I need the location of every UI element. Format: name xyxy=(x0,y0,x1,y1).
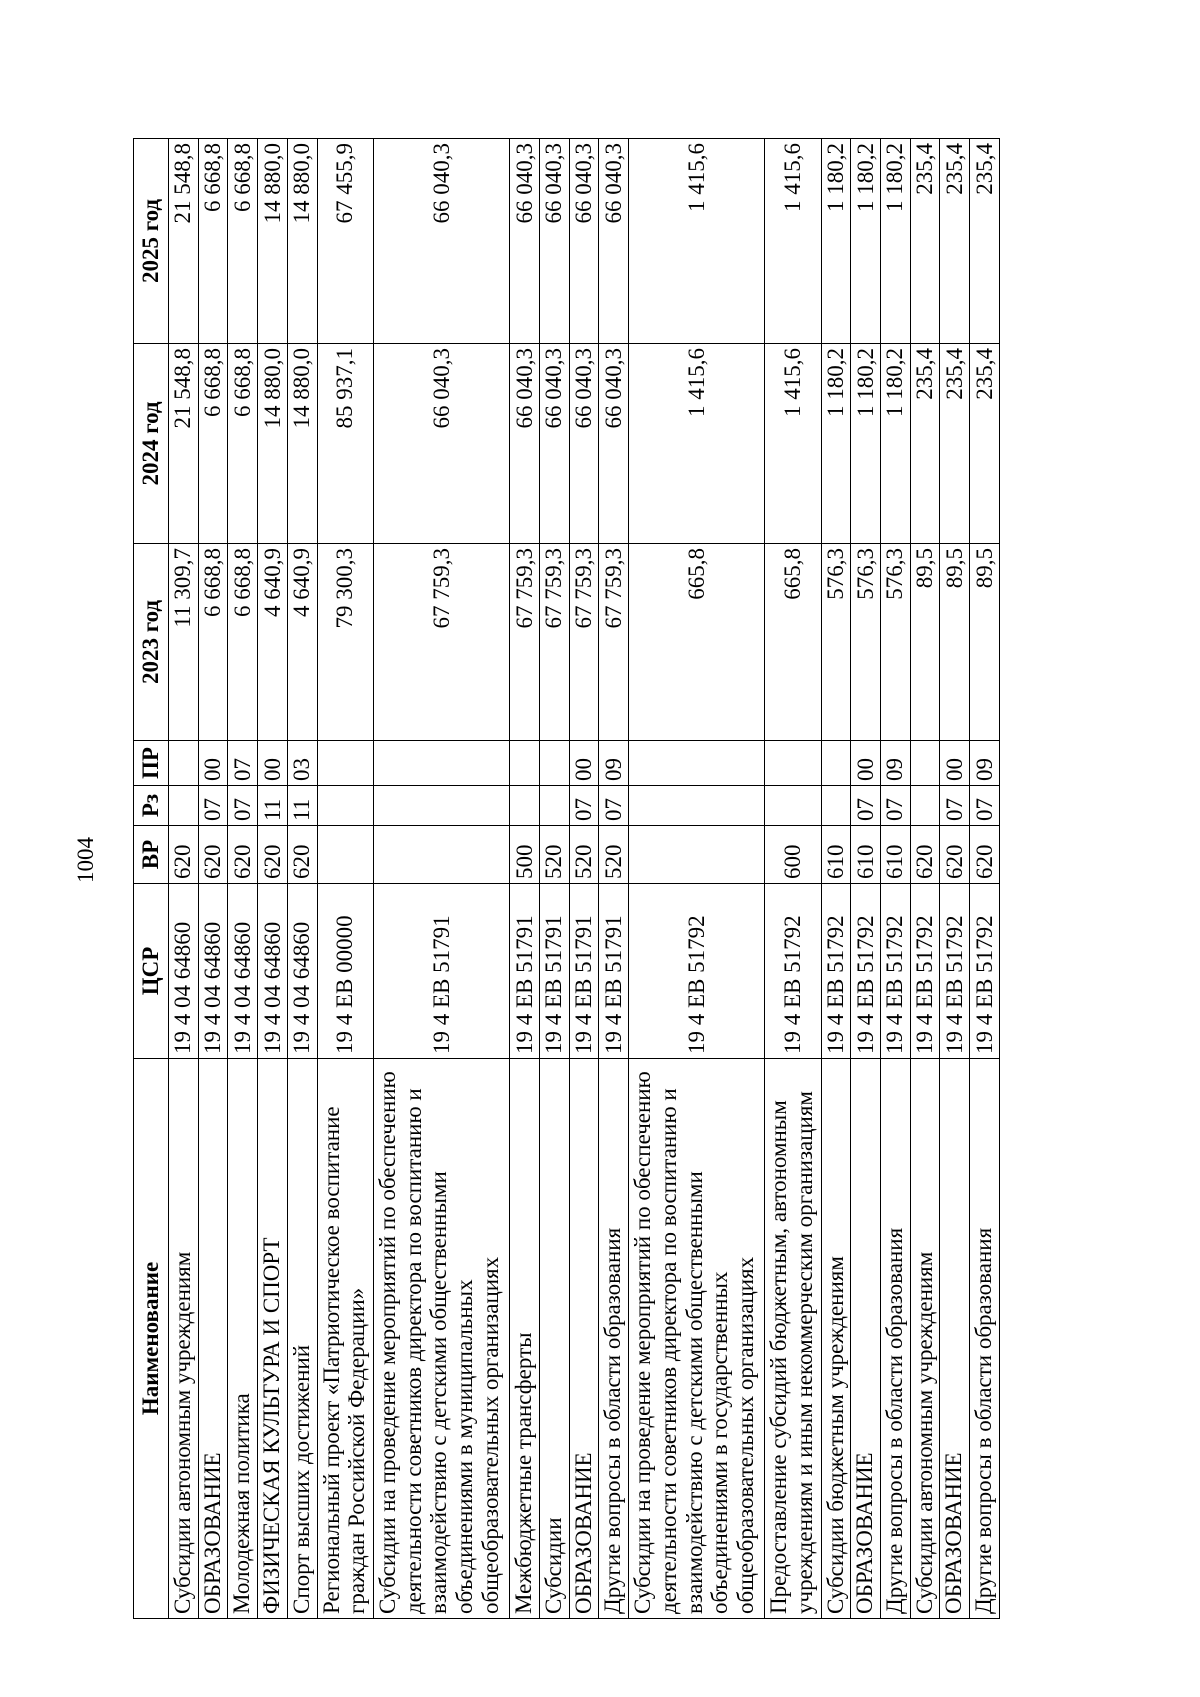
table-row xyxy=(910,139,940,1619)
cell-name: Межбюджетные трансферты xyxy=(510,1059,540,1619)
cell-csr: 19 4 ЕВ 51791 xyxy=(599,884,629,1059)
cell-2025: 21 548,8 xyxy=(169,139,199,344)
cell-2025: 6 668,8 xyxy=(228,139,258,344)
table-row xyxy=(629,139,765,1619)
table-row xyxy=(765,139,821,1619)
cell-2024: 21 548,8 xyxy=(169,344,199,544)
cell-csr: 19 4 04 64860 xyxy=(198,884,228,1059)
cell-vr: 620 xyxy=(169,826,199,884)
cell-name: ФИЗИЧЕСКАЯ КУЛЬТУРА И СПОРТ xyxy=(258,1059,288,1619)
table-row xyxy=(821,139,851,1619)
cell-csr: 19 4 04 64860 xyxy=(258,884,288,1059)
cell-2023: 67 759,3 xyxy=(539,544,569,741)
table-row xyxy=(970,139,1000,1619)
cell-pr xyxy=(317,741,373,786)
cell-rz: 11 xyxy=(258,786,288,826)
header-2024: 2024 год xyxy=(134,344,169,544)
cell-vr: 610 xyxy=(851,826,881,884)
cell-2024: 1 415,6 xyxy=(629,344,765,544)
cell-pr xyxy=(910,741,940,786)
cell-csr: 19 4 ЕВ 51792 xyxy=(629,884,765,1059)
cell-rz xyxy=(373,786,509,826)
cell-pr xyxy=(765,741,821,786)
cell-vr: 520 xyxy=(569,826,599,884)
cell-pr: 00 xyxy=(198,741,228,786)
cell-2024: 1 180,2 xyxy=(821,344,851,544)
cell-csr: 19 4 ЕВ 51792 xyxy=(970,884,1000,1059)
cell-2025: 1 180,2 xyxy=(881,139,911,344)
cell-rz xyxy=(821,786,851,826)
table-row xyxy=(881,139,911,1619)
cell-2024: 66 040,3 xyxy=(510,344,540,544)
cell-rz xyxy=(169,786,199,826)
budget-table xyxy=(133,138,1000,1619)
cell-rz xyxy=(510,786,540,826)
table-row xyxy=(228,139,258,1619)
cell-2025: 66 040,3 xyxy=(539,139,569,344)
table-body xyxy=(169,139,1000,1619)
cell-name: Субсидии автономным учреждениям xyxy=(910,1059,940,1619)
cell-name: ОБРАЗОВАНИЕ xyxy=(851,1059,881,1619)
table-header-row xyxy=(134,139,169,1619)
cell-pr xyxy=(510,741,540,786)
cell-2024: 14 880,0 xyxy=(258,344,288,544)
cell-pr xyxy=(821,741,851,786)
cell-2024: 14 880,0 xyxy=(287,344,317,544)
cell-csr: 19 4 ЕВ 51792 xyxy=(940,884,970,1059)
cell-rz: 07 xyxy=(599,786,629,826)
cell-2025: 14 880,0 xyxy=(287,139,317,344)
cell-2023: 67 759,3 xyxy=(510,544,540,741)
cell-2023: 6 668,8 xyxy=(228,544,258,741)
cell-vr: 520 xyxy=(539,826,569,884)
cell-2025: 1 415,6 xyxy=(629,139,765,344)
header-rz: Рз xyxy=(134,786,169,826)
cell-pr: 03 xyxy=(287,741,317,786)
cell-2024: 235,4 xyxy=(970,344,1000,544)
cell-2024: 6 668,8 xyxy=(228,344,258,544)
cell-2023: 665,8 xyxy=(765,544,821,741)
cell-vr xyxy=(317,826,373,884)
cell-2024: 1 415,6 xyxy=(765,344,821,544)
table-row xyxy=(940,139,970,1619)
cell-vr: 610 xyxy=(821,826,851,884)
header-csr: ЦСР xyxy=(134,884,169,1059)
cell-pr xyxy=(629,741,765,786)
cell-vr xyxy=(373,826,509,884)
cell-2023: 11 309,7 xyxy=(169,544,199,741)
cell-2023: 67 759,3 xyxy=(599,544,629,741)
cell-2025: 66 040,3 xyxy=(569,139,599,344)
cell-csr: 19 4 ЕВ 51791 xyxy=(539,884,569,1059)
cell-pr: 09 xyxy=(599,741,629,786)
cell-vr: 520 xyxy=(599,826,629,884)
cell-2023: 79 300,3 xyxy=(317,544,373,741)
cell-csr: 19 4 ЕВ 51791 xyxy=(569,884,599,1059)
cell-2023: 576,3 xyxy=(851,544,881,741)
table-row xyxy=(198,139,228,1619)
cell-pr: 00 xyxy=(940,741,970,786)
cell-vr: 600 xyxy=(765,826,821,884)
cell-name: Другие вопросы в области образования xyxy=(881,1059,911,1619)
cell-2023: 67 759,3 xyxy=(373,544,509,741)
cell-2023: 4 640,9 xyxy=(287,544,317,741)
cell-rz: 07 xyxy=(569,786,599,826)
cell-2023: 665,8 xyxy=(629,544,765,741)
cell-rz: 07 xyxy=(970,786,1000,826)
cell-rz xyxy=(765,786,821,826)
table-row xyxy=(373,139,509,1619)
cell-vr: 620 xyxy=(970,826,1000,884)
table-row xyxy=(569,139,599,1619)
header-2025: 2025 год xyxy=(134,139,169,344)
cell-name: Субсидии на проведение мероприятий по обеспечению деятельности советников директора по воспитанию и взаимодействию с детскими общественными объединениями в государственных общеобразовательных организациях xyxy=(629,1059,765,1619)
cell-rz xyxy=(629,786,765,826)
cell-2025: 66 040,3 xyxy=(373,139,509,344)
page-number: 1004 xyxy=(73,837,98,883)
cell-2025: 235,4 xyxy=(940,139,970,344)
cell-rz: 07 xyxy=(851,786,881,826)
cell-2025: 6 668,8 xyxy=(198,139,228,344)
cell-2025: 235,4 xyxy=(970,139,1000,344)
cell-name: ОБРАЗОВАНИЕ xyxy=(198,1059,228,1619)
cell-pr: 00 xyxy=(569,741,599,786)
cell-2024: 66 040,3 xyxy=(539,344,569,544)
cell-name: Молодежная политика xyxy=(228,1059,258,1619)
cell-csr: 19 4 04 64860 xyxy=(287,884,317,1059)
header-vr: ВР xyxy=(134,826,169,884)
cell-2023: 576,3 xyxy=(881,544,911,741)
cell-pr xyxy=(169,741,199,786)
cell-name: Другие вопросы в области образования xyxy=(599,1059,629,1619)
cell-vr: 610 xyxy=(881,826,911,884)
cell-2023: 4 640,9 xyxy=(258,544,288,741)
cell-2024: 1 180,2 xyxy=(881,344,911,544)
cell-2023: 67 759,3 xyxy=(569,544,599,741)
cell-name: Спорт высших достижений xyxy=(287,1059,317,1619)
cell-pr: 00 xyxy=(851,741,881,786)
table-row xyxy=(287,139,317,1619)
cell-vr: 620 xyxy=(198,826,228,884)
header-2023: 2023 год xyxy=(134,544,169,741)
cell-pr: 09 xyxy=(881,741,911,786)
cell-name: Субсидии автономным учреждениям xyxy=(169,1059,199,1619)
cell-rz: 07 xyxy=(881,786,911,826)
cell-name: Региональный проект «Патриотическое воспитание граждан Российской Федерации» xyxy=(317,1059,373,1619)
cell-csr: 19 4 ЕВ 51792 xyxy=(881,884,911,1059)
cell-2025: 67 455,9 xyxy=(317,139,373,344)
cell-vr: 620 xyxy=(940,826,970,884)
cell-2024: 85 937,1 xyxy=(317,344,373,544)
cell-2025: 66 040,3 xyxy=(599,139,629,344)
table-row xyxy=(510,139,540,1619)
cell-vr: 620 xyxy=(228,826,258,884)
table-row xyxy=(258,139,288,1619)
cell-csr: 19 4 ЕВ 51792 xyxy=(910,884,940,1059)
cell-vr: 500 xyxy=(510,826,540,884)
cell-pr: 09 xyxy=(970,741,1000,786)
cell-2024: 235,4 xyxy=(940,344,970,544)
cell-name: Другие вопросы в области образования xyxy=(970,1059,1000,1619)
cell-csr: 19 4 04 64860 xyxy=(228,884,258,1059)
table-row xyxy=(599,139,629,1619)
cell-2025: 14 880,0 xyxy=(258,139,288,344)
cell-pr xyxy=(373,741,509,786)
cell-csr: 19 4 ЕВ 51791 xyxy=(510,884,540,1059)
cell-rz: 07 xyxy=(228,786,258,826)
cell-name: Субсидии бюджетным учреждениям xyxy=(821,1059,851,1619)
cell-name: Предоставление субсидий бюджетным, автономным учреждениям и иным некоммерческим организациям xyxy=(765,1059,821,1619)
table-row xyxy=(317,139,373,1619)
cell-2025: 1 180,2 xyxy=(851,139,881,344)
cell-2023: 89,5 xyxy=(910,544,940,741)
rotated-table-wrapper xyxy=(133,139,1000,1619)
cell-2025: 1 415,6 xyxy=(765,139,821,344)
cell-2025: 66 040,3 xyxy=(510,139,540,344)
cell-name: Субсидии xyxy=(539,1059,569,1619)
cell-csr: 19 4 04 64860 xyxy=(169,884,199,1059)
cell-2023: 89,5 xyxy=(970,544,1000,741)
cell-2024: 66 040,3 xyxy=(569,344,599,544)
cell-rz: 07 xyxy=(940,786,970,826)
cell-rz: 11 xyxy=(287,786,317,826)
cell-2024: 1 180,2 xyxy=(851,344,881,544)
cell-vr: 620 xyxy=(910,826,940,884)
cell-2024: 235,4 xyxy=(910,344,940,544)
cell-rz xyxy=(539,786,569,826)
table-row xyxy=(169,139,199,1619)
cell-pr xyxy=(539,741,569,786)
cell-2024: 6 668,8 xyxy=(198,344,228,544)
table-row xyxy=(851,139,881,1619)
cell-vr: 620 xyxy=(258,826,288,884)
cell-2023: 6 668,8 xyxy=(198,544,228,741)
header-name: Наименование xyxy=(134,1059,169,1619)
cell-pr: 00 xyxy=(258,741,288,786)
cell-2025: 235,4 xyxy=(910,139,940,344)
cell-vr: 620 xyxy=(287,826,317,884)
cell-name: Субсидии на проведение мероприятий по обеспечению деятельности советников директора по воспитанию и взаимодействию с детскими общественными объединениями в муниципальных общеобразовательных организациях xyxy=(373,1059,509,1619)
cell-name: ОБРАЗОВАНИЕ xyxy=(940,1059,970,1619)
cell-2025: 1 180,2 xyxy=(821,139,851,344)
cell-2023: 89,5 xyxy=(940,544,970,741)
cell-csr: 19 4 ЕВ 51792 xyxy=(821,884,851,1059)
table-row xyxy=(539,139,569,1619)
cell-csr: 19 4 ЕВ 51791 xyxy=(373,884,509,1059)
cell-csr: 19 4 ЕВ 51792 xyxy=(851,884,881,1059)
cell-rz xyxy=(910,786,940,826)
cell-pr: 07 xyxy=(228,741,258,786)
cell-rz: 07 xyxy=(198,786,228,826)
cell-2024: 66 040,3 xyxy=(599,344,629,544)
cell-rz xyxy=(317,786,373,826)
cell-2023: 576,3 xyxy=(821,544,851,741)
cell-csr: 19 4 ЕВ 51792 xyxy=(765,884,821,1059)
cell-vr xyxy=(629,826,765,884)
cell-2024: 66 040,3 xyxy=(373,344,509,544)
cell-csr: 19 4 ЕВ 00000 xyxy=(317,884,373,1059)
cell-name: ОБРАЗОВАНИЕ xyxy=(569,1059,599,1619)
header-pr: ПР xyxy=(134,741,169,786)
